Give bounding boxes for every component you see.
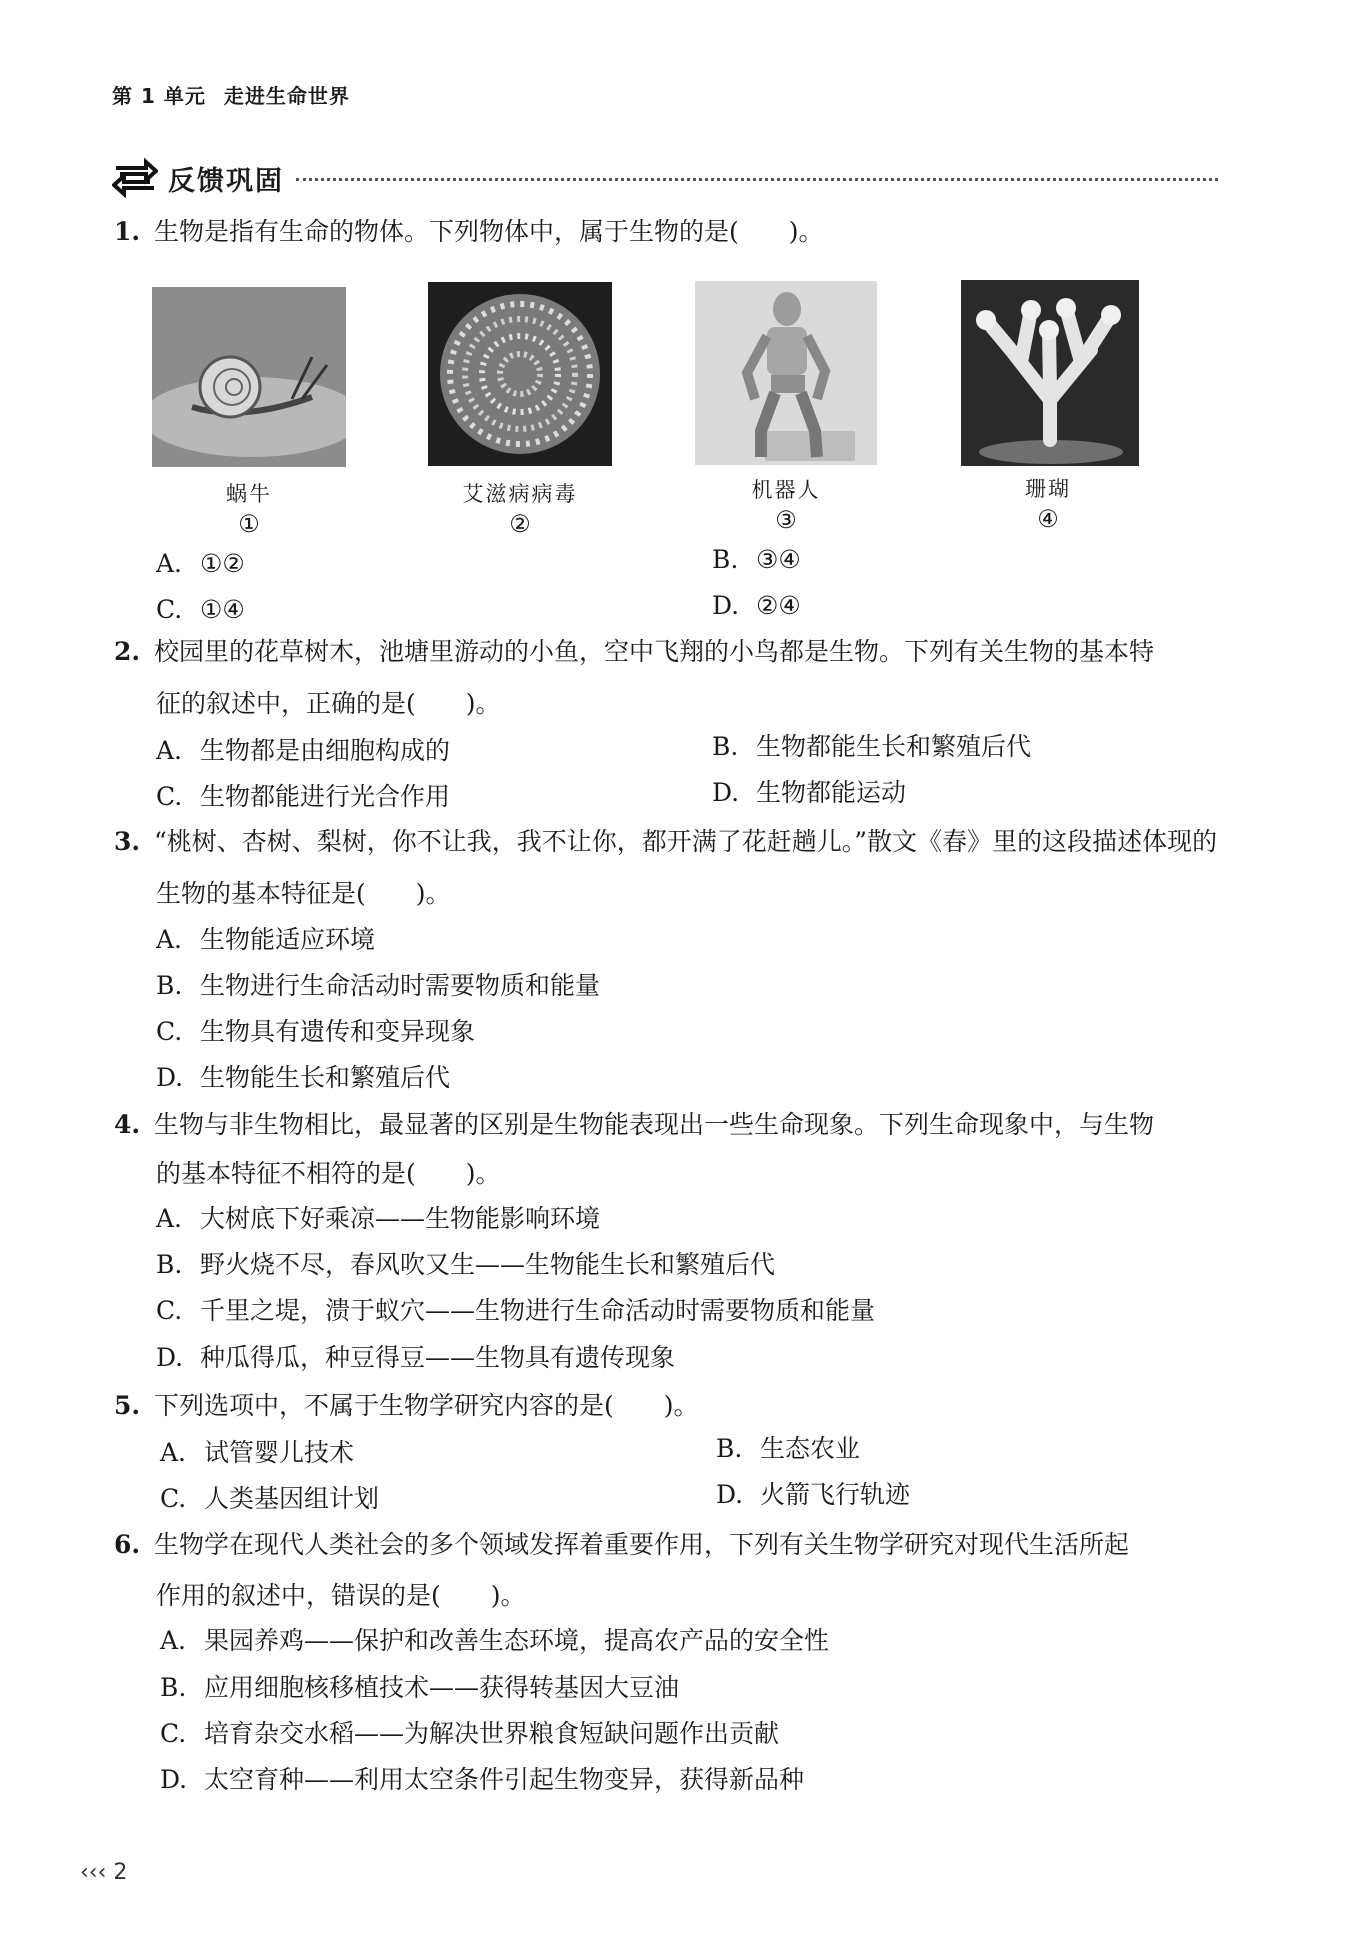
robot-photo-icon (695, 281, 877, 465)
question-1 (114, 218, 824, 246)
option-letter: A. (156, 925, 183, 954)
question-6 (114, 1531, 1129, 1559)
option-letter: A. (160, 1438, 187, 1467)
option-text: 种瓜得瓜，种豆得豆——生物具有遗传现象 (200, 1343, 676, 1372)
image-caption: 蜗牛 (226, 482, 272, 506)
question-text-cont: 的基本特征不相符的是( )。 (156, 1159, 501, 1188)
image-mark: ① (238, 510, 260, 538)
option-c (156, 1297, 875, 1325)
option-letter: A. (156, 549, 183, 578)
option-letter: A. (156, 1204, 183, 1233)
image-mark: ③ (775, 506, 797, 534)
option-c (156, 596, 245, 624)
question-text: 下列选项中，不属于生物学研究内容的是( )。 (154, 1391, 699, 1420)
page-footer (80, 1860, 127, 1885)
option-b (712, 546, 801, 574)
option-letter: C. (156, 782, 183, 811)
question-text: 生物是指有生命的物体。下列物体中，属于生物的是( )。 (154, 217, 824, 246)
option-d (712, 592, 801, 620)
chevrons-left-icon: ‹‹‹ (80, 1860, 107, 1885)
feedback-loop-icon (112, 158, 158, 198)
option-letter: B. (156, 971, 183, 1000)
question-number: 1. (114, 217, 141, 246)
question-text-cont: 生物的基本特征是( )。 (156, 879, 451, 908)
option-letter: B. (712, 732, 739, 761)
question-2 (114, 638, 1154, 666)
option-letter: C. (156, 1296, 183, 1325)
option-letter: C. (156, 595, 183, 624)
option-text: 大树底下好乘凉——生物能影响环境 (200, 1204, 601, 1233)
option-c (160, 1720, 779, 1748)
option-text: ①② (200, 549, 245, 578)
robot-image (695, 281, 877, 465)
option-text: ②④ (756, 591, 801, 620)
question-text-cont: 作用的叙述中，错误的是( )。 (156, 1581, 526, 1610)
question-4 (114, 1111, 1154, 1139)
page-header (112, 80, 350, 109)
option-text: 生物进行生命活动时需要物质和能量 (200, 971, 601, 1000)
option-b (160, 1674, 679, 1702)
option-text: 野火烧不尽，春风吹又生——生物能生长和繁殖后代 (200, 1250, 776, 1279)
section-title: 反馈巩固 (168, 165, 284, 197)
coral-photo-icon (961, 280, 1139, 466)
coral-image (961, 280, 1139, 466)
option-letter: C. (156, 1017, 183, 1046)
option-a (156, 926, 375, 954)
question-number: 6. (114, 1530, 141, 1559)
option-b (712, 733, 1031, 761)
option-letter: B. (712, 545, 739, 574)
page-number: 2 (113, 1860, 128, 1885)
option-text: 火箭飞行轨迹 (760, 1480, 911, 1509)
option-c (156, 783, 450, 811)
option-d (712, 779, 906, 807)
option-text: 生物都能进行光合作用 (200, 782, 451, 811)
unit-title: 走进生命世界 (223, 84, 350, 108)
image-caption: 珊瑚 (1025, 477, 1071, 501)
option-a (160, 1627, 829, 1655)
option-b (156, 972, 600, 1000)
option-letter: B. (716, 1434, 743, 1463)
option-b (716, 1435, 860, 1463)
option-letter: D. (156, 1343, 184, 1372)
option-a (156, 550, 245, 578)
option-text: 应用细胞核移植技术——获得转基因大豆油 (204, 1673, 680, 1702)
option-text: 生态农业 (760, 1434, 861, 1463)
option-text: 千里之堤，溃于蚁穴——生物进行生命活动时需要物质和能量 (200, 1296, 876, 1325)
question-text: 校园里的花草树木，池塘里游动的小鱼，空中飞翔的小鸟都是生物。下列有关生物的基本特 (154, 637, 1155, 666)
question-3 (114, 828, 1217, 856)
question-number: 5. (114, 1391, 141, 1420)
option-letter: D. (160, 1765, 188, 1794)
option-text: 生物能生长和繁殖后代 (200, 1063, 451, 1092)
option-letter: A. (160, 1626, 187, 1655)
option-text: 太空育种——利用太空条件引起生物变异，获得新品种 (204, 1765, 805, 1794)
option-letter: D. (712, 591, 740, 620)
option-d (156, 1344, 675, 1372)
option-b (156, 1251, 775, 1279)
section-heading (112, 158, 1218, 198)
snail-photo-icon (152, 287, 346, 467)
option-text: 生物具有遗传和变异现象 (200, 1017, 476, 1046)
question-number: 2. (114, 637, 141, 666)
option-letter: D. (712, 778, 740, 807)
option-a (156, 1205, 600, 1233)
option-letter: B. (156, 1250, 183, 1279)
option-text: 生物都能生长和繁殖后代 (756, 732, 1032, 761)
option-text: ①④ (200, 595, 245, 624)
option-letter: C. (160, 1484, 187, 1513)
option-letter: C. (160, 1719, 187, 1748)
unit-label: 第 1 单元 (112, 84, 206, 108)
question-text-cont: 征的叙述中，正确的是( )。 (156, 689, 501, 718)
option-a (160, 1439, 354, 1467)
option-text: 生物都是由细胞构成的 (200, 736, 451, 765)
image-caption: 艾滋病病毒 (462, 482, 578, 506)
option-d (160, 1766, 804, 1794)
option-text: ③④ (756, 545, 801, 574)
option-letter: D. (156, 1063, 184, 1092)
question-text: 生物学在现代人类社会的多个领域发挥着重要作用，下列有关生物学研究对现代生活所起 (154, 1530, 1130, 1559)
question-number: 3. (114, 827, 141, 856)
virus-image (428, 282, 612, 466)
option-c (160, 1485, 379, 1513)
option-text: 人类基因组计划 (204, 1484, 380, 1513)
option-letter: D. (716, 1480, 744, 1509)
option-text: 生物都能运动 (756, 778, 907, 807)
snail-image (152, 287, 346, 467)
option-a (156, 737, 450, 765)
question-text: “桃树、杏树、梨树，你不让我，我不让你，都开满了花赶趟儿。”散文《春》里的这段描述体现的 (154, 827, 1218, 856)
question-number: 4. (114, 1110, 141, 1139)
option-letter: A. (156, 736, 183, 765)
option-text: 生物能适应环境 (200, 925, 376, 954)
option-text: 果园养鸡——保护和改善生态环境，提高农产品的安全性 (204, 1626, 830, 1655)
question-text: 生物与非生物相比，最显著的区别是生物能表现出一些生命现象。下列生命现象中，与生物 (154, 1110, 1155, 1139)
option-c (156, 1018, 475, 1046)
option-text: 培育杂交水稻——为解决世界粮食短缺问题作出贡献 (204, 1719, 780, 1748)
virus-photo-icon (428, 282, 612, 466)
dotted-rule (296, 178, 1218, 181)
option-d (716, 1481, 910, 1509)
question-5 (114, 1392, 699, 1420)
image-mark: ④ (1037, 505, 1059, 533)
option-letter: B. (160, 1673, 187, 1702)
image-mark: ② (509, 510, 531, 538)
option-d (156, 1064, 450, 1092)
option-text: 试管婴儿技术 (204, 1438, 355, 1467)
image-caption: 机器人 (751, 478, 821, 502)
